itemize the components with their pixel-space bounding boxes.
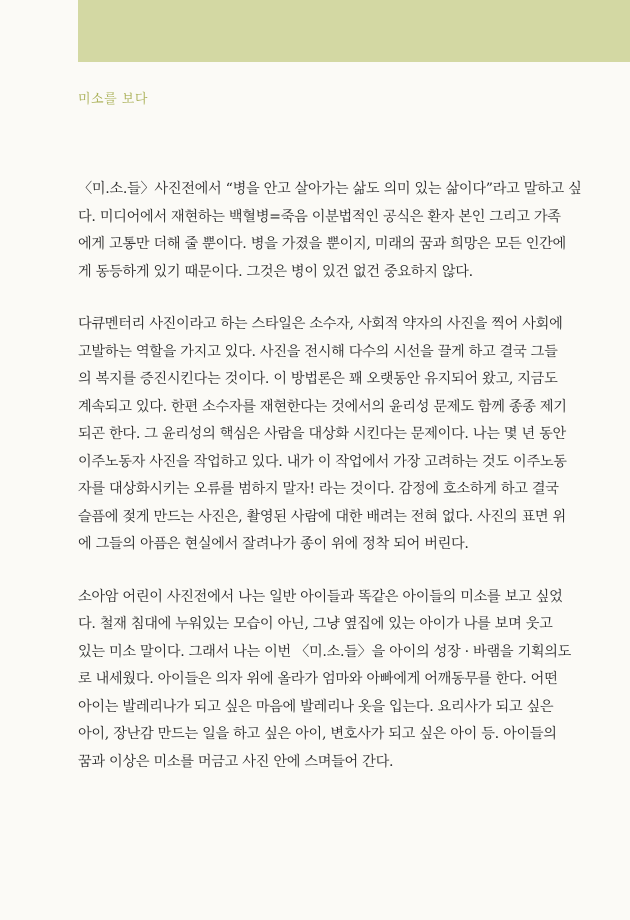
text-line: 있는 미소 말이다. 그래서 나는 이번 〈미.소.들〉을 아이의 성장 · 바램을 기획의도	[78, 643, 572, 660]
paragraph-2	[78, 311, 596, 559]
body-text	[78, 176, 596, 801]
text-line: 게 동등하게 있기 때문이다. 그것은 병이 있건 없건 중요하지 않다.	[78, 263, 473, 280]
text-line: 에게 고통만 더해 줄 뿐이다. 병을 가졌을 뿐이지, 미래의 꿈과 희망은 모든 인간에	[78, 236, 566, 252]
text-line: 다큐멘터리 사진이라고 하는 스타일은 소수자, 사회적 약자의 사진을 찍어 사회에	[78, 316, 563, 332]
text-line: 되곤 한다. 그 윤리성의 핵심은 사람을 대상화 시킨다는 문제이다. 나는 몇 년 동안	[78, 426, 566, 442]
text-line: 자를 대상화시키는 오류를 범하지 말자! 라는 것이다. 감정에 호소하게 하고 결국	[78, 481, 559, 497]
text-line: 에 그들의 아픔은 현실에서 잘려나가 종이 위에 정착 되어 버린다.	[78, 536, 469, 552]
text-line: 꿈과 이상은 미소를 머금고 사진 안에 스며들어 간다.	[78, 753, 394, 770]
paragraph-1	[78, 176, 596, 286]
section-title: 미소를 보다	[78, 92, 148, 107]
text-line: 로 내세웠다. 아이들은 의자 위에 올라가 엄마와 아빠에게 어깨동무를 한다. 어떤	[78, 671, 558, 687]
text-line: 의 복지를 증진시킨다는 것이다. 이 방법론은 꽤 오랫동안 유지되어 왔고, 지금도	[78, 371, 558, 387]
text-line: 다. 철재 침대에 누워있는 모습이 아닌, 그냥 옆집에 있는 아이가 나를 보며 웃고	[78, 616, 553, 632]
text-line: 아이는 발레리나가 되고 싶은 마음에 발레리나 옷을 입는다. 요리사가 되고 싶은	[78, 698, 554, 715]
paragraph-3	[78, 584, 596, 777]
text-line: 다. 미디어에서 재현하는 백혈병=죽음 이분법적인 공식은 환자 본인 그리고 가족	[78, 208, 561, 225]
text-line: 〈미.소.들〉사진전에서 “병을 안고 살아가는 삶도 의미 있는 삶이다”라고 말하고 싶	[78, 181, 582, 197]
text-line: 계속되고 있다. 한편 소수자를 재현한다는 것에서의 윤리성 문제도 함께 종종 제기	[78, 398, 567, 415]
text-line: 고발하는 역할을 가지고 있다. 사진을 전시해 다수의 시선을 끌게 하고 결국 그들	[78, 343, 558, 360]
text-line: 소아암 어린이 사진전에서 나는 일반 아이들과 똑같은 아이들의 미소를 보고 싶었	[78, 588, 563, 605]
text-line: 이주노동자 사진을 작업하고 있다. 내가 이 작업에서 가장 고려하는 것도 이주노동	[78, 453, 567, 470]
text-line: 슬픔에 젖게 만드는 사진은, 촬영된 사람에 대한 배려는 전혀 없다. 사진의 표면 위	[78, 508, 566, 525]
text-line: 아이, 장난감 만드는 일을 하고 싶은 아이, 변호사가 되고 싶은 아이 등. 아이들의	[78, 726, 557, 742]
header-color-band	[78, 0, 630, 62]
